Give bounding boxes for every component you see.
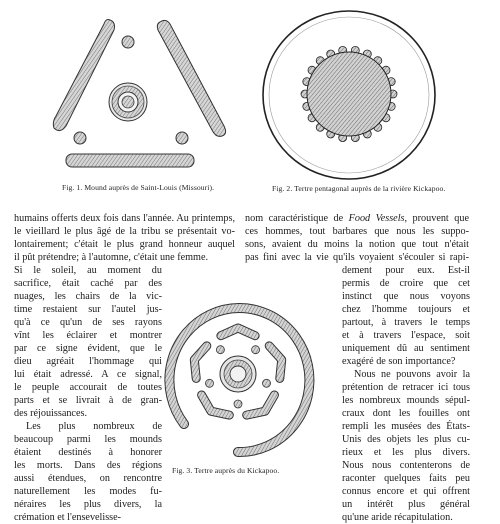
right-narrow-line-7: uniquement dû au sentiment [342, 343, 470, 354]
figure-3-small-mound [252, 346, 260, 354]
right-narrow-line-14: Unis des objets les plus cu- [342, 434, 470, 445]
left-narrow-line-10: le peuple accourait de toutes [14, 382, 162, 393]
figure-1-small-mound-right [176, 132, 188, 144]
right-top-line-4: pas fini avec la vie qu'ils voyaient s'écouler si rapi- [245, 252, 469, 263]
right-line-1-prefix: nom caractéristique de [245, 213, 349, 224]
right-narrow-line-15: rieux et les plus divers. [342, 447, 470, 458]
figure-3-kickapoo-mound-illustration [158, 282, 328, 468]
right-narrow-line-12: craux dont les fouilles ont [342, 408, 470, 419]
right-top-line-1 [245, 212, 469, 225]
left-narrow-line-16: les morts. Dans des régions [14, 460, 162, 471]
figure-1-right-embankment [157, 20, 225, 136]
left-top-line-2: le vieillard le plus âgé de la tribu se présentait vo- [14, 226, 235, 237]
figure-3-segment-fill [202, 395, 230, 415]
figure-2-pentagonal-mound-illustration [255, 4, 445, 188]
left-narrow-line-13: Les plus nombreux de [26, 421, 162, 432]
right-top-line-3: sons, avaient du moins la notion que tout n'était [245, 239, 469, 250]
right-narrow-line-1: dement pour eux. Est-il [342, 265, 470, 276]
right-narrow-line-5: partout, à travers le temps [342, 317, 470, 328]
figure-3-small-mound [206, 379, 214, 387]
right-narrow-line-9: Nous ne pouvons avoir la [354, 369, 470, 380]
right-narrow-line-18: connus encore et qui offrent [342, 486, 470, 497]
left-narrow-line-17: aussi étendues, on rencontre [14, 473, 162, 484]
right-narrow-line-6: et à travers l'espace, soit [342, 330, 470, 341]
figure-3-segment-fill [269, 346, 282, 379]
right-top-line-2: ces hommes, tout barbares que nous les suppo- [245, 226, 469, 237]
left-narrow-line-14: beaucoup parmi les mounds [14, 434, 162, 445]
left-top-line-3: lontairement; c'était le plus grand honneur auquel [14, 239, 235, 250]
left-narrow-line-9: lui était adressé. A ce signal, [14, 369, 162, 380]
left-narrow-line-18: naturellement les modes fu- [14, 486, 162, 497]
left-narrow-line-4: time restaient sur l'autel jus- [14, 304, 162, 315]
figure-1-central-mound [109, 83, 147, 121]
left-narrow-line-2: sacrifice, était caché par des [14, 278, 162, 289]
left-narrow-line-20: crémation et l'ensevelisse- [14, 512, 122, 523]
right-narrow-line-11: les nombreux mounds sépul- [342, 395, 470, 406]
right-narrow-line-19: un intérêt plus général [342, 499, 470, 510]
right-narrow-line-16: Nous nous contenterons de [342, 460, 470, 471]
right-narrow-line-8: exagéré de son importance? [342, 356, 456, 367]
figure-3-small-mound [216, 346, 224, 354]
left-narrow-line-3: nuages, les chairs de la vic- [14, 291, 162, 302]
figure-3-segment-fill [247, 395, 275, 415]
right-narrow-line-20: qu'une aride récapitulation. [342, 512, 453, 523]
right-narrow-line-13: rempli les musées des États- [342, 421, 470, 432]
left-narrow-line-19: néraires les plus divers, la [14, 499, 162, 510]
figure-2-gear-body [307, 52, 391, 136]
figure-1-caption: Fig. 1. Mound auprès de Saint-Louis (Missouri). [62, 183, 215, 192]
figure-3-small-mound [263, 379, 271, 387]
right-narrow-line-10: prétention de retracer ici tous [342, 382, 470, 393]
right-narrow-line-4: chez l'homme toujours et [342, 304, 470, 315]
left-narrow-line-12: des réjouissances. [14, 408, 87, 419]
figure-1-left-embankment [53, 20, 114, 131]
figure-3-caption: Fig. 3. Tertre auprès du Kickapoo. [172, 466, 280, 475]
left-narrow-line-15: étaient destinés à honorer [14, 447, 162, 458]
figure-3-small-mound [234, 400, 242, 408]
food-vessels-term: Food Vessels [348, 213, 405, 224]
figure-3-segment-fill [194, 346, 207, 379]
left-narrow-line-8: dieu agréait l'hommage qui [14, 356, 162, 367]
left-narrow-line-6: vînt les éclairer et montrer [14, 330, 162, 341]
figure-1-small-mound-left [74, 132, 86, 144]
figure-2-caption: Fig. 2. Tertre pentagonal auprès de la rivière Kickapoo. [272, 184, 446, 193]
left-narrow-line-5: qu'à ce qu'un de ses rayons [14, 317, 162, 328]
left-top-line-1: humains offerts deux fois dans l'année. Au printemps, [14, 213, 235, 224]
figure-1-mound-illustration [52, 8, 232, 183]
left-narrow-line-11: parts et se livrait à de gran- [14, 395, 162, 406]
left-narrow-line-7: par ce signe évident, que le [14, 343, 162, 354]
right-narrow-line-17: raconter quelques faits peu [342, 473, 470, 484]
left-narrow-line-1: Si le soleil, au moment du [14, 265, 162, 276]
figure-1-small-mound-top [122, 36, 134, 48]
right-line-1-suffix: , prouvent que [404, 213, 469, 224]
figure-1-bottom-embankment [66, 154, 194, 167]
right-narrow-line-2: permis de croire que cet [342, 278, 470, 289]
left-top-line-4: il pût prétendre; à l'automne, c'était une femme. [14, 252, 209, 263]
right-narrow-line-3: instinct que nous voyons [342, 291, 470, 302]
figure-3-central-mound [220, 356, 256, 392]
